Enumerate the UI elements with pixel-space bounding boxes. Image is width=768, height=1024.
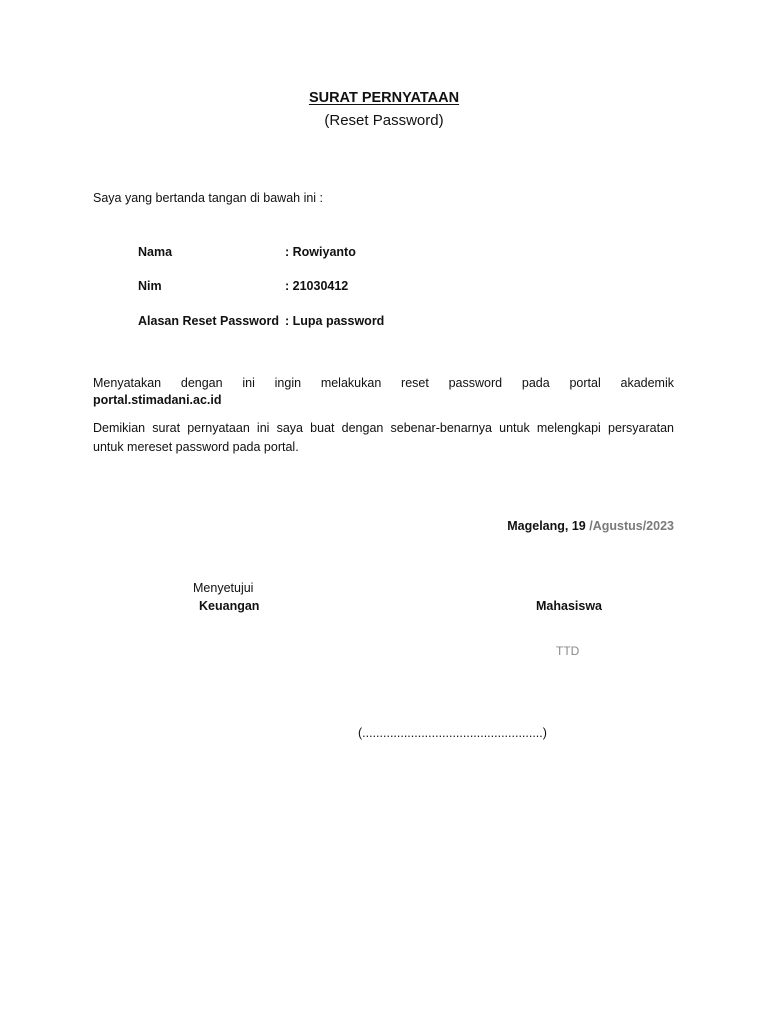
date-line <box>507 519 674 533</box>
field-value-alasan: : Lupa password <box>285 314 385 328</box>
document-subtitle: (Reset Password) <box>324 112 444 129</box>
finance-label: Keuangan <box>199 599 260 613</box>
field-label-nim: Nim <box>138 279 162 293</box>
intro-text: Saya yang bertanda tangan di bawah ini : <box>93 191 324 205</box>
statement-line-1: Menyatakan dengan ini ingin melakukan reset password pada portal akademik <box>93 376 674 390</box>
approval-label: Menyetujui <box>193 581 254 595</box>
field-value-nim: : 21030412 <box>285 279 349 293</box>
signature-placeholder: TTD <box>556 644 580 658</box>
field-label-nama: Nama <box>138 245 173 259</box>
date-place-day: Magelang, 19 <box>507 519 586 533</box>
student-label: Mahasiswa <box>536 599 603 613</box>
statement-url: portal.stimadani.ac.id <box>93 393 222 407</box>
date-month-year: /Agustus/2023 <box>589 519 674 533</box>
closing-line-2: untuk mereset password pada portal. <box>93 440 299 454</box>
closing-line-1: Demikian surat pernyataan ini saya buat dengan sebenar-benarnya untuk melengkapi persyaratan <box>93 421 674 435</box>
field-label-alasan: Alasan Reset Password <box>138 314 280 328</box>
field-value-nama: : Rowiyanto <box>285 245 356 259</box>
document-title-text: SURAT PERNYATAAN <box>308 90 460 106</box>
signature-line: (....................................................) <box>358 726 547 740</box>
document-title <box>0 90 768 106</box>
